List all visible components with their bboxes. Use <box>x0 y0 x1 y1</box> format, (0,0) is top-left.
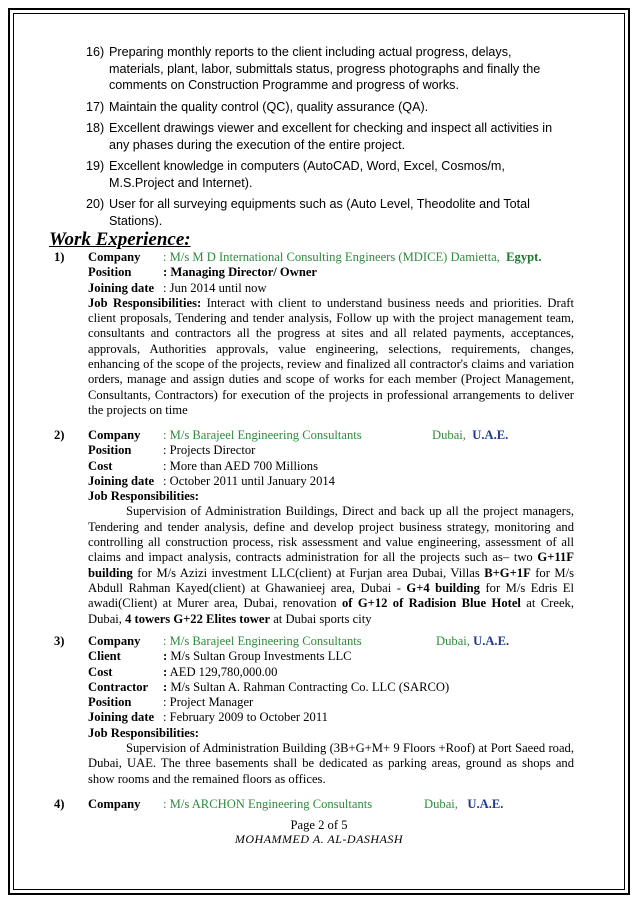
company-name: : M/s Barajeel Engineering Consultants <box>163 428 362 442</box>
list-item: 19) Excellent knowledge in computers (AutoCAD, Word, Excel, Cosmos/m, M.S.Project and Internet). <box>86 159 505 190</box>
list-item: 17) Maintain the quality control (QC), quality assurance (QA). <box>86 99 429 114</box>
company-country: U.A.E. <box>467 797 504 811</box>
client-value: : M/s Sultan Group Investments LLC <box>163 649 352 664</box>
company-name: : M/s M D International Consulting Engineers (MDICE) Damietta, <box>163 250 500 264</box>
job-entry-4: 4) Company : M/s ARCHON Engineering Consultants Dubai, U.A.E. <box>54 797 504 811</box>
company-city: Dubai, <box>432 428 466 442</box>
author-name-footer: MOHAMMED A. AL-DASHASH <box>234 832 404 846</box>
company-city: Dubai, <box>424 797 458 811</box>
joining-date-value: : Jun 2014 until now <box>163 280 267 295</box>
position-value: : Project Manager <box>163 695 254 710</box>
company-city: Dubai, <box>436 634 470 648</box>
cost-value: : AED 129,780,000.00 <box>163 664 278 679</box>
list-item: 20) User for all surveying equipments such as (Auto Level, Theodolite and Total Stations). <box>86 197 530 228</box>
company-country: U.A.E. <box>472 428 509 442</box>
company-name: : M/s ARCHON Engineering Consultants <box>163 797 373 811</box>
company-name: : M/s Barajeel Engineering Consultants <box>163 634 362 648</box>
joining-date-value: : October 2011 until January 2014 <box>163 473 335 488</box>
contractor-value: : M/s Sultan A. Rahman Contracting Co. LLC (SARCO) <box>163 679 450 694</box>
job-entry-1: 1) Company : M/s M D International Consulting Engineers (MDICE) Damietta, Egypt. Position : Managing Director/ Owner Joining date : Jun 2014 until now Job Responsibilities: Interact with client to understand business needs and priorities. Draft client proposals, Tendering and tender analysis, Follow up with the project management team, consultants and contractors all the progress at sites and all related payments, acceptances, approvals, Authorities approvals, value engineering, selections, requirements, changes, enhancing of the scope of the projects, review and finalized all contractor's claims and variation orders, manage and assign duties and scope of works for each member (Project Management, Consultants, Contractors) for execution of the projects in professional arrangements to deliver the projects on time <box>54 250 574 417</box>
job-entry-2: 2) Company : M/s Barajeel Engineering Consultants Dubai, U.A.E. Position : Projects Director Cost : More than AED 700 Millions Joining date : October 2011 until January 2014 Job Responsibilities: Supervision of Administration Buildings, Direct and back up all the project managers, Tendering and tender analysis, define and develop project business strategy, monitoring and controlling all construction process, risk assessment and value engineering, assessment of all claims and impact analysis, contracts administration for all the projects such as– two G+11F building for M/s Azizi investment LLC(client) at Furjan area Dubai, Villas B+G+1F for M/s Abdull Rahman Kayed(client) at Ghawanieej area, Dubai - G+4 building for M/s Edris El awadi(Client) at Murer area, Dubai, renovation of G+12 of Radision Blue Hotel at Creek, Dubai, 4 towers G+22 Elites tower at Dubai sports city <box>54 428 574 626</box>
joining-date-value: : February 2009 to October 2011 <box>163 710 328 725</box>
job-responsibilities: Supervision of Administration Buildings, Direct and back up all the project managers, Tendering and tender analysis, define and develop project business strategy, monitoring and controlling all construction process, risk assessment and value engineering, assessment of all claims and impact analysis, contracts administration for all the projects such as– two G+11F building for M/s Azizi investment LLC(client) at Furjan area Dubai, Villas B+G+1F for M/s Abdull Rahman Kayed(client) at Ghawanieej area, Dubai - G+4 building for M/s Edris El awadi(Client) at Murer area, Dubai, renovation of G+12 of Radision Blue Hotel at Creek, Dubai, 4 towers G+22 Elites tower at Dubai sports city <box>88 504 574 626</box>
company-country: Egypt. <box>506 250 542 264</box>
list-item: 16) Preparing monthly reports to the client including actual progress, delays, materials, plant, labor, submittals status, progress photographs and finally the comments on Construction Programme and progress of works. <box>86 45 541 92</box>
list-item: 18) Excellent drawings viewer and excellent for checking and inspect all activities in any phases during the execution of the entire project. <box>86 121 553 152</box>
page-number: Page 2 of 5 <box>290 818 348 832</box>
job-entry-3: 3) Company : M/s Barajeel Engineering Consultants Dubai, U.A.E. Client : M/s Sultan Group Investments LLC Cost : AED 129,780,000.00 Contractor : M/s Sultan A. Rahman Contracting Co. LLC (SARCO) Position : Project Manager Joining date : February 2009 to October 2011 Job Responsibilities: Supervision of Administration Building (3B+G+M+ 9 Floors +Roof) at Port Saeed road, Dubai, UAE. The three basements shall be dedicated as parking areas, ground as shops and show rooms and the remained floors as offices. <box>54 634 574 786</box>
work-experience-heading: Work Experience: <box>49 229 191 250</box>
position-value: : Projects Director <box>163 443 256 458</box>
job-responsibilities: Job Responsibilities: Interact with client to understand business needs and priorities. Draft client proposals, Tendering and tender analysis, Follow up with the project management team, consultants and contractors all the progress at sites and all related payments, acceptances, approvals, Authorities approvals, value engineering, selections, requirements, changes, enhancing of the scope of the projects, review and finalized all contractor's claims and variation orders, manage and assign duties and scope of works for each member (Project Management, Consultants, Contractors) for execution of the projects in professional arrangements to deliver the projects on time <box>88 295 574 417</box>
company-country: U.A.E. <box>473 634 510 648</box>
job-responsibilities: Supervision of Administration Building (3B+G+M+ 9 Floors +Roof) at Port Saeed road, Dubai, UAE. The three basements shall be dedicated as parking areas, ground as shops and show rooms and the remained floors as offices. <box>88 741 574 786</box>
skills-list <box>86 44 566 234</box>
position-value: : Managing Director/ Owner <box>163 265 318 280</box>
cost-value: : More than AED 700 Millions <box>163 458 318 473</box>
